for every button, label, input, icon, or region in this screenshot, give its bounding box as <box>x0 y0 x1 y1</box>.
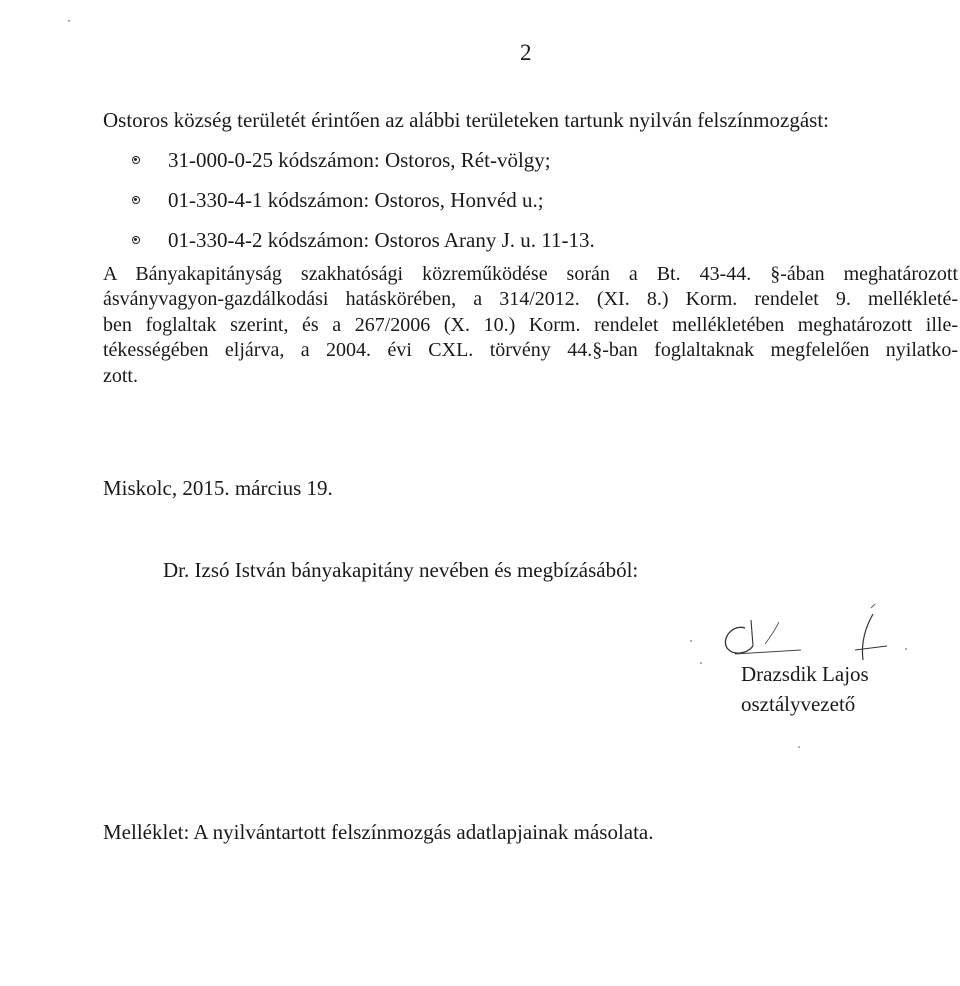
list-item-text: 01-330-4-1 kódszámon: Ostoros, Honvéd u.; <box>168 188 544 212</box>
list-item-text: 31-000-0-25 kódszámon: Ostoros, Rét-völgy; <box>168 148 551 172</box>
paragraph-line: A Bányakapitányság szakhatósági közreműködése során a Bt. 43-44. §-ában meghatározott <box>103 263 958 285</box>
scan-speck <box>690 640 692 642</box>
intro-sentence: Ostoros község területét érintően az alábbi területeken tartunk nyilván felszínmozgást: <box>103 108 829 132</box>
page-number: 2 <box>520 40 532 65</box>
bullet-icon <box>132 236 140 244</box>
attachment-note: Melléklet: A nyilvántartott felszínmozgás adatlapjainak másolata. <box>103 820 654 844</box>
list-item <box>132 187 595 227</box>
list-item <box>132 227 595 267</box>
bullet-icon <box>132 156 140 164</box>
scan-speck <box>700 662 702 664</box>
paragraph-line: ásványvagyon-gazdálkodási hatáskörében, a 314/2012. (XI. 8.) Korm. rendelet 9. mellékleté- <box>103 288 958 311</box>
paragraph-line: tékességében eljárva, a 2004. évi CXL. törvény 44.§-ban foglaltaknak megfelelően nyilatko- <box>103 339 958 362</box>
place-and-date: Miskolc, 2015. március 19. <box>103 476 333 500</box>
signer-title: osztályvezető <box>741 692 856 716</box>
scan-speck <box>905 648 907 650</box>
paragraph-line: zott. <box>103 364 138 387</box>
list-item-text: 01-330-4-2 kódszámon: Ostoros Arany J. u. 11-13. <box>168 228 595 252</box>
scan-speck <box>68 20 70 22</box>
bullet-icon <box>132 196 140 204</box>
surface-movement-list <box>132 147 595 267</box>
signer-name: Drazsdik Lajos <box>741 662 869 686</box>
list-item <box>132 147 595 187</box>
paragraph-line: ben foglaltak szerint, és a 267/2006 (X. 10.) Korm. rendelet mellékletében meghatározott ille- <box>103 313 958 336</box>
authority-statement <box>103 262 958 389</box>
scan-speck <box>798 746 800 748</box>
on-behalf-line: Dr. Izsó István bányakapitány nevében és megbízásából: <box>163 558 639 582</box>
